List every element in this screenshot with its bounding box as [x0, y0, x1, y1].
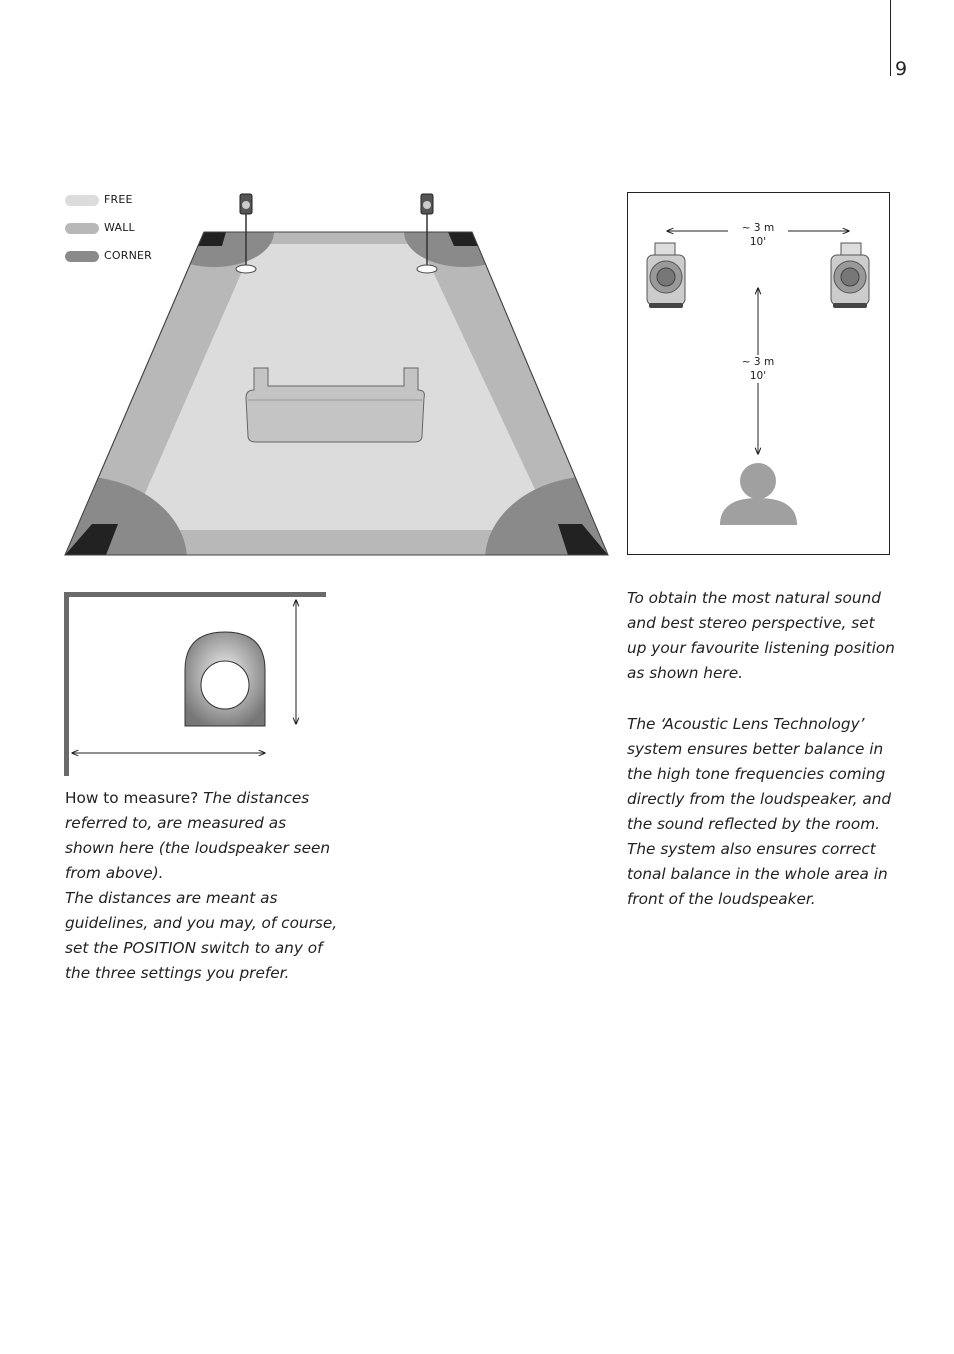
horizontal-distance-metric: ~ 3 m	[741, 222, 775, 234]
room-placement-illustration	[62, 188, 610, 560]
page-rule	[890, 0, 891, 76]
listening-position-text	[627, 586, 897, 912]
wall-left	[64, 592, 69, 776]
legend-label-wall: WALL	[104, 221, 135, 234]
measure-caption-text: The distances referred to, are measured as shown here (the loudspeaker seen from above).	[65, 789, 331, 882]
measure-caption-lead: How to measure?	[65, 789, 199, 807]
speaker-top-view-icon	[185, 632, 265, 726]
wall-top	[64, 592, 326, 597]
horizontal-distance-imperial: 10'	[749, 236, 767, 248]
page-number: 9	[895, 58, 908, 80]
horizontal-distance-label	[728, 221, 788, 249]
measure-caption	[65, 786, 340, 986]
vertical-distance-label	[728, 355, 788, 383]
acoustic-lens-paragraph: The ‘Acoustic Lens Technology’ system ensures better balance in the high tone frequencies coming directly from the loudspeaker, and the sound reflected by the room. The system also ensures correct tonal balance in the whole area in front of the loudspeaker.	[627, 715, 892, 908]
legend-label-free: FREE	[104, 193, 133, 206]
legend-label-corner: CORNER	[104, 249, 153, 262]
vertical-distance-imperial: 10'	[749, 370, 767, 382]
measure-caption-text-2: The distances are meant as guidelines, and you may, of course, set the POSITION switch to any of the three settings you prefer.	[65, 889, 338, 982]
measure-illustration	[62, 590, 328, 778]
vertical-distance-metric: ~ 3 m	[741, 356, 775, 368]
listening-paragraph-1: To obtain the most natural sound and best stereo perspective, set up your favourite listening position as shown here.	[627, 589, 895, 682]
